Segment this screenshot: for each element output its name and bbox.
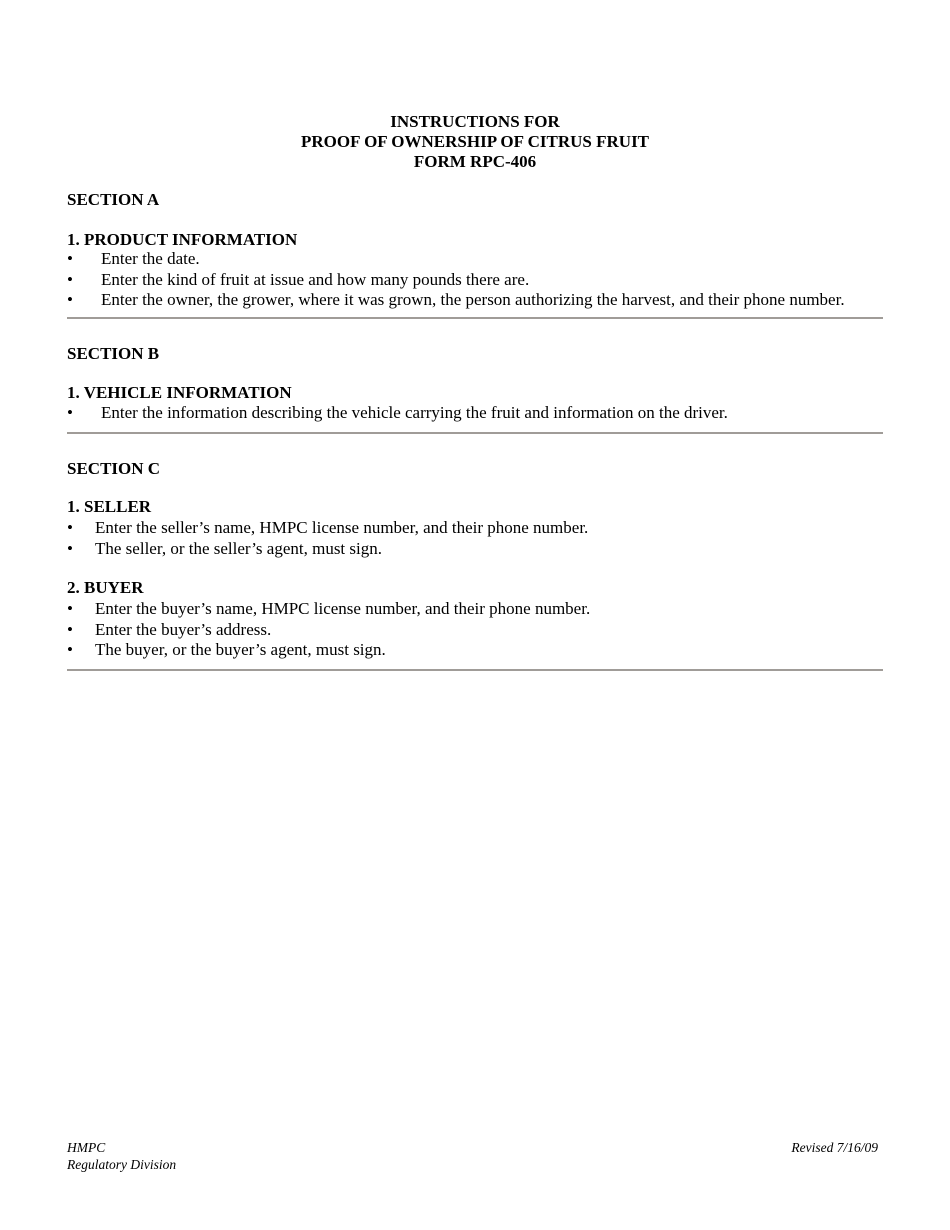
title-line-1: INSTRUCTIONS FOR (390, 112, 560, 131)
list-item: • Enter the kind of fruit at issue and how many pounds there are. (67, 269, 530, 289)
list-item: • Enter the owner, the grower, where it was grown, the person authorizing the harvest, and their phone number. (67, 290, 845, 309)
bullet-icon: • (67, 290, 73, 309)
footer-org: HMPC (67, 1140, 106, 1155)
list-item: • Enter the buyer’s name, HMPC license number, and their phone number. (67, 599, 591, 618)
list-item: • The buyer, or the buyer’s agent, must sign. (67, 640, 386, 659)
buyer-list (67, 599, 883, 661)
list-item: • Enter the information describing the vehicle carrying the fruit and information on the driver. (67, 403, 728, 422)
seller-heading: 1. SELLER (67, 497, 152, 516)
product-information-heading: 1. PRODUCT INFORMATION (67, 230, 298, 249)
bullet-icon: • (67, 619, 73, 639)
list-item: • Enter the seller’s name, HMPC license number, and their phone number. (67, 518, 589, 537)
bullet-icon: • (67, 249, 73, 268)
bullet-icon: • (67, 269, 73, 289)
vehicle-information-heading: 1. VEHICLE INFORMATION (67, 383, 292, 402)
footer-revised: Revised 7/16/09 (791, 1140, 878, 1155)
buyer-heading: 2. BUYER (67, 578, 144, 597)
section-divider (67, 669, 883, 671)
list-item: • Enter the buyer’s address. (67, 619, 272, 639)
list-item: • The seller, or the seller’s agent, must sign. (67, 538, 382, 558)
bullet-icon: • (67, 518, 73, 537)
vehicle-information-list (67, 403, 883, 424)
section-divider (67, 432, 883, 434)
bullet-icon: • (67, 403, 73, 422)
section-divider (67, 317, 883, 319)
section-c-heading: SECTION C (67, 459, 161, 478)
section-a-heading: SECTION A (67, 190, 160, 209)
bullet-icon: • (67, 640, 73, 659)
footer-left (67, 1140, 176, 1173)
list-item: • Enter the date. (67, 249, 200, 268)
document-page (67, 0, 883, 1230)
footer-division: Regulatory Division (67, 1156, 177, 1172)
document-title (67, 112, 883, 172)
section-b-heading: SECTION B (67, 344, 160, 363)
bullet-icon: • (67, 538, 73, 558)
title-line-2: PROOF OF OWNERSHIP OF CITRUS FRUIT (300, 132, 650, 151)
seller-list (67, 518, 883, 559)
product-information-list (67, 249, 883, 311)
title-line-3: FORM RPC-406 (413, 152, 537, 171)
bullet-icon: • (67, 599, 73, 618)
